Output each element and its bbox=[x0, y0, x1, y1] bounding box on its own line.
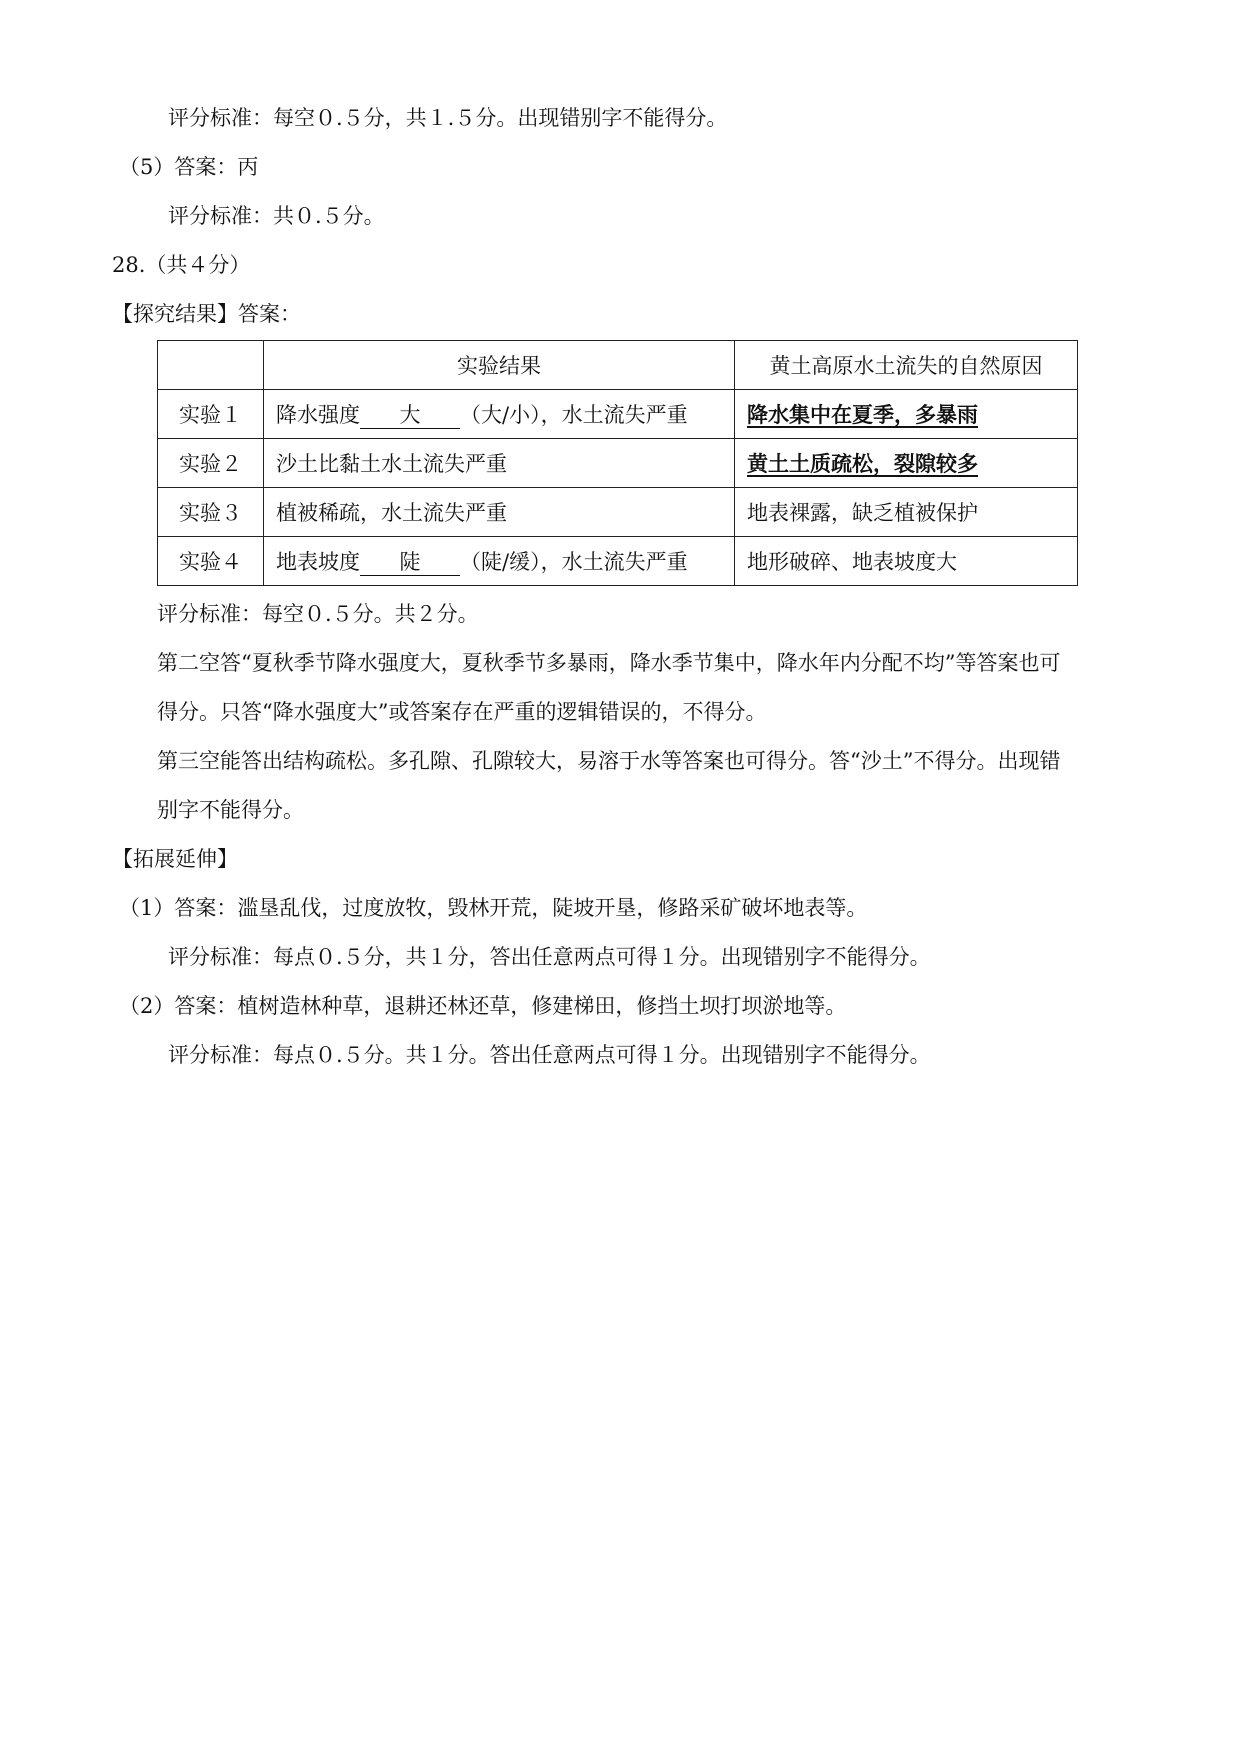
row-label: 实验２ bbox=[158, 439, 264, 488]
note-second-blank-line1: 第二空答“夏秋季节降水强度大，夏秋季节多暴雨，降水季节集中，降水年内分配不均”等答案也可 bbox=[157, 651, 1061, 675]
result-prefix: 降水强度 bbox=[276, 403, 360, 427]
result-suffix: （陡/缓），水土流失严重 bbox=[460, 550, 688, 574]
header-cell-empty bbox=[158, 341, 264, 390]
header-cell-cause: 黄土高原水土流失的自然原因 bbox=[735, 341, 1078, 390]
q5-answer: （5）答案：丙 bbox=[119, 155, 259, 179]
note-second-blank-line2: 得分。只答“降水强度大”或答案存在严重的逻辑错误的，不得分。 bbox=[157, 700, 767, 724]
extend-heading: 【拓展延伸】 bbox=[112, 847, 238, 871]
explore-heading: 【探究结果】答案： bbox=[112, 302, 301, 326]
note-third-blank-line2: 别字不能得分。 bbox=[157, 798, 304, 822]
row-result bbox=[264, 390, 735, 439]
experiment-results-table bbox=[157, 340, 1078, 586]
note-third-blank-line1: 第三空能答出结构疏松。多孔隙、孔隙较大，易溶于水等答案也可得分。答“沙土”不得分。出现错 bbox=[157, 749, 1061, 773]
table-row bbox=[158, 439, 1078, 488]
table-row bbox=[158, 488, 1078, 537]
fill-blank: 陡 bbox=[360, 549, 460, 576]
ext2-answer: （2）答案：植树造林种草，退耕还林还草，修建梯田，修挡土坝打坝淤地等。 bbox=[119, 994, 847, 1018]
result-suffix: （大/小），水土流失严重 bbox=[460, 403, 688, 427]
row-cause: 地表裸露，缺乏植被保护 bbox=[735, 488, 1078, 537]
cause-answer: 降水集中在夏季，多暴雨 bbox=[747, 402, 978, 427]
fill-blank: 大 bbox=[360, 402, 460, 429]
q5-criteria: 评分标准：共０.５分。 bbox=[168, 204, 385, 228]
row-cause bbox=[735, 390, 1078, 439]
row-result: 植被稀疏，水土流失严重 bbox=[264, 488, 735, 537]
row-result bbox=[264, 537, 735, 586]
header-cell-result: 实验结果 bbox=[264, 341, 735, 390]
table-row bbox=[158, 537, 1078, 586]
cause-answer: 黄土土质疏松，裂隙较多 bbox=[747, 451, 978, 476]
row-label: 实验４ bbox=[158, 537, 264, 586]
row-label: 实验１ bbox=[158, 390, 264, 439]
table-header-row bbox=[158, 341, 1078, 390]
row-cause: 地形破碎、地表坡度大 bbox=[735, 537, 1078, 586]
row-cause bbox=[735, 439, 1078, 488]
p4-criteria: 评分标准：每空０.５分，共１.５分。出现错别字不能得分。 bbox=[168, 106, 728, 130]
table-row bbox=[158, 390, 1078, 439]
ext2-criteria: 评分标准：每点０.５分。共１分。答出任意两点可得１分。出现错别字不能得分。 bbox=[168, 1043, 931, 1067]
ext1-criteria: 评分标准：每点０.５分，共１分，答出任意两点可得１分。出现错别字不能得分。 bbox=[168, 945, 931, 969]
row-label: 实验３ bbox=[158, 488, 264, 537]
row-result: 沙土比黏土水土流失严重 bbox=[264, 439, 735, 488]
result-prefix: 地表坡度 bbox=[276, 550, 360, 574]
ext1-answer: （1）答案：滥垦乱伐，过度放牧，毁林开荒，陡坡开垦，修路采矿破坏地表等。 bbox=[119, 896, 868, 920]
q28-title: 28.（共４分） bbox=[112, 253, 251, 277]
table-criteria: 评分标准：每空０.５分。共２分。 bbox=[157, 602, 479, 626]
